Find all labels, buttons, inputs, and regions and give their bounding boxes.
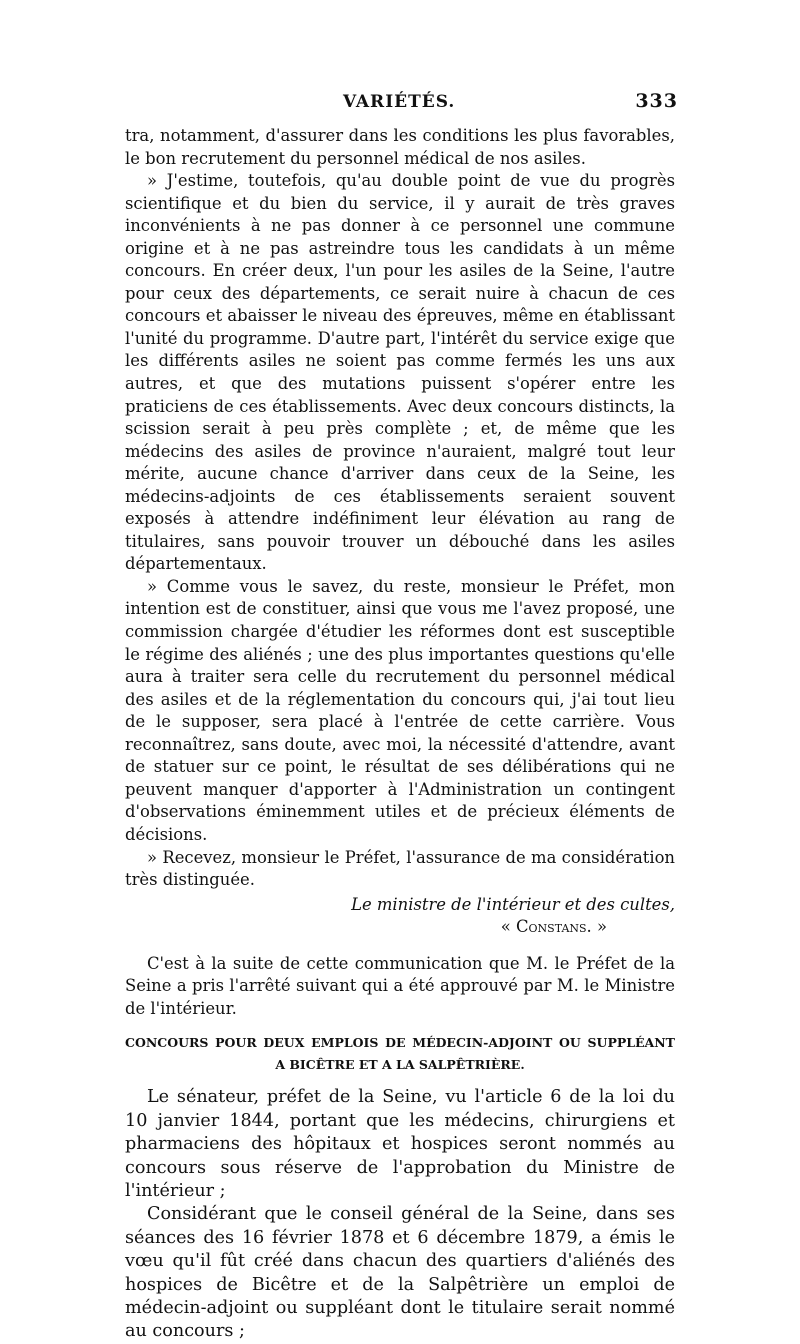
decree-paragraph: Le sénateur, préfet de la Seine, vu l'article 6 de la loi du 10 janvier 1844, portant que les médecins, chirurgiens et pharmaciens des hôpitaux et hospices seront nommés au concours sous réserve de l'approbation du Ministre de l'intérieur ; bbox=[125, 1087, 675, 1201]
running-head bbox=[133, 92, 678, 116]
signature-name: « Constans. » bbox=[500, 917, 607, 937]
running-head-title: VARIÉTÉS. bbox=[343, 92, 456, 112]
signature-minister: Le ministre de l'intérieur et des cultes, bbox=[351, 894, 675, 914]
paragraph-closing: » Recevez, monsieur le Préfet, l'assurance de ma considération très distinguée. bbox=[125, 847, 675, 890]
paragraph-continuation: tra, notamment, d'assurer dans les conditions les plus favorables, le bon recrutement du personnel médical de nos asiles. bbox=[125, 126, 675, 168]
section-heading bbox=[125, 1032, 675, 1076]
section-heading-line-2: A BICÊTRE ET A LA SALPÊTRIÈRE. bbox=[275, 1057, 525, 1073]
page-number: 333 bbox=[635, 90, 678, 112]
decree-text bbox=[125, 1086, 675, 1343]
paragraph-objection: » J'estime, toutefois, qu'au double point de vue du progrès scientifique et du bien du service, il y aurait de très graves inconvénients à ne pas donner à ce personnel une commune origine et à ne pas astreindre tous les candidats à un même concours. En créer deux, l'un pour les asiles de la Seine, l'autre pour ceux des départements, ce serait nuire à chacun de ces concours et abaisser le niveau des épreuves, même en établissant l'unité du programme. D'autre part, l'intérêt du service exige que les différents asiles ne soient pas comme fermés les uns aux autres, et que des mutations puissent s'opérer entre les praticiens de ces établissements. Avec deux concours distincts, la scission serait à peu près complète ; et, de même que les médecins des asiles de province n'auraient, malgré tout leur mérite, aucune chance d'arriver dans ceux de la Seine, les médecins-adjoints de ces établissements seraient souvent exposés à attendre indéfiniment leur élévation au rang de titulaires, sans pouvoir trouver un débouché dans les asiles départementaux. bbox=[125, 171, 675, 574]
paragraph-transition: C'est à la suite de cette communication que M. le Préfet de la Seine a pris l'arrêté suivant qui a été approuvé par M. le Ministre de l'intérieur. bbox=[125, 953, 675, 1018]
decree-paragraph: Considérant que le conseil général de la Seine, dans ses séances des 16 février 1878 et 6 décembre 1879, a émis le vœu qu'il fût créé dans chacun des quartiers d'aliénés des hospices de Bicêtre et de la Salpêtrière un emploi de médecin-adjoint ou suppléant dont le titulaire serait nommé au concours ; bbox=[125, 1204, 675, 1342]
main-text bbox=[125, 125, 675, 1344]
section-heading-line-1: CONCOURS POUR DEUX EMPLOIS DE MÉDECIN-ADJOINT OU SUPPLÉANT bbox=[125, 1035, 675, 1051]
paragraph-commission: » Comme vous le savez, du reste, monsieur le Préfet, mon intention est de constituer, ainsi que vous me l'avez proposé, une commission chargée d'étudier les réformes dont est susceptible le régime des aliénés ; une des plus importantes questions qu'elle aura à traiter sera celle du recrutement du personnel médical des asiles et de la réglementation du concours qui, j'ai tout lieu de le supposer, sera placé à l'entrée de cette carrière. Vous reconnaîtrez, sans doute, avec moi, la nécessité d'attendre, avant de statuer sur ce point, le résultat de ses délibérations qui ne peuvent manquer d'apporter à l'Administration un contingent d'observations éminemment utiles et de précieux éléments de décisions. bbox=[125, 576, 675, 844]
